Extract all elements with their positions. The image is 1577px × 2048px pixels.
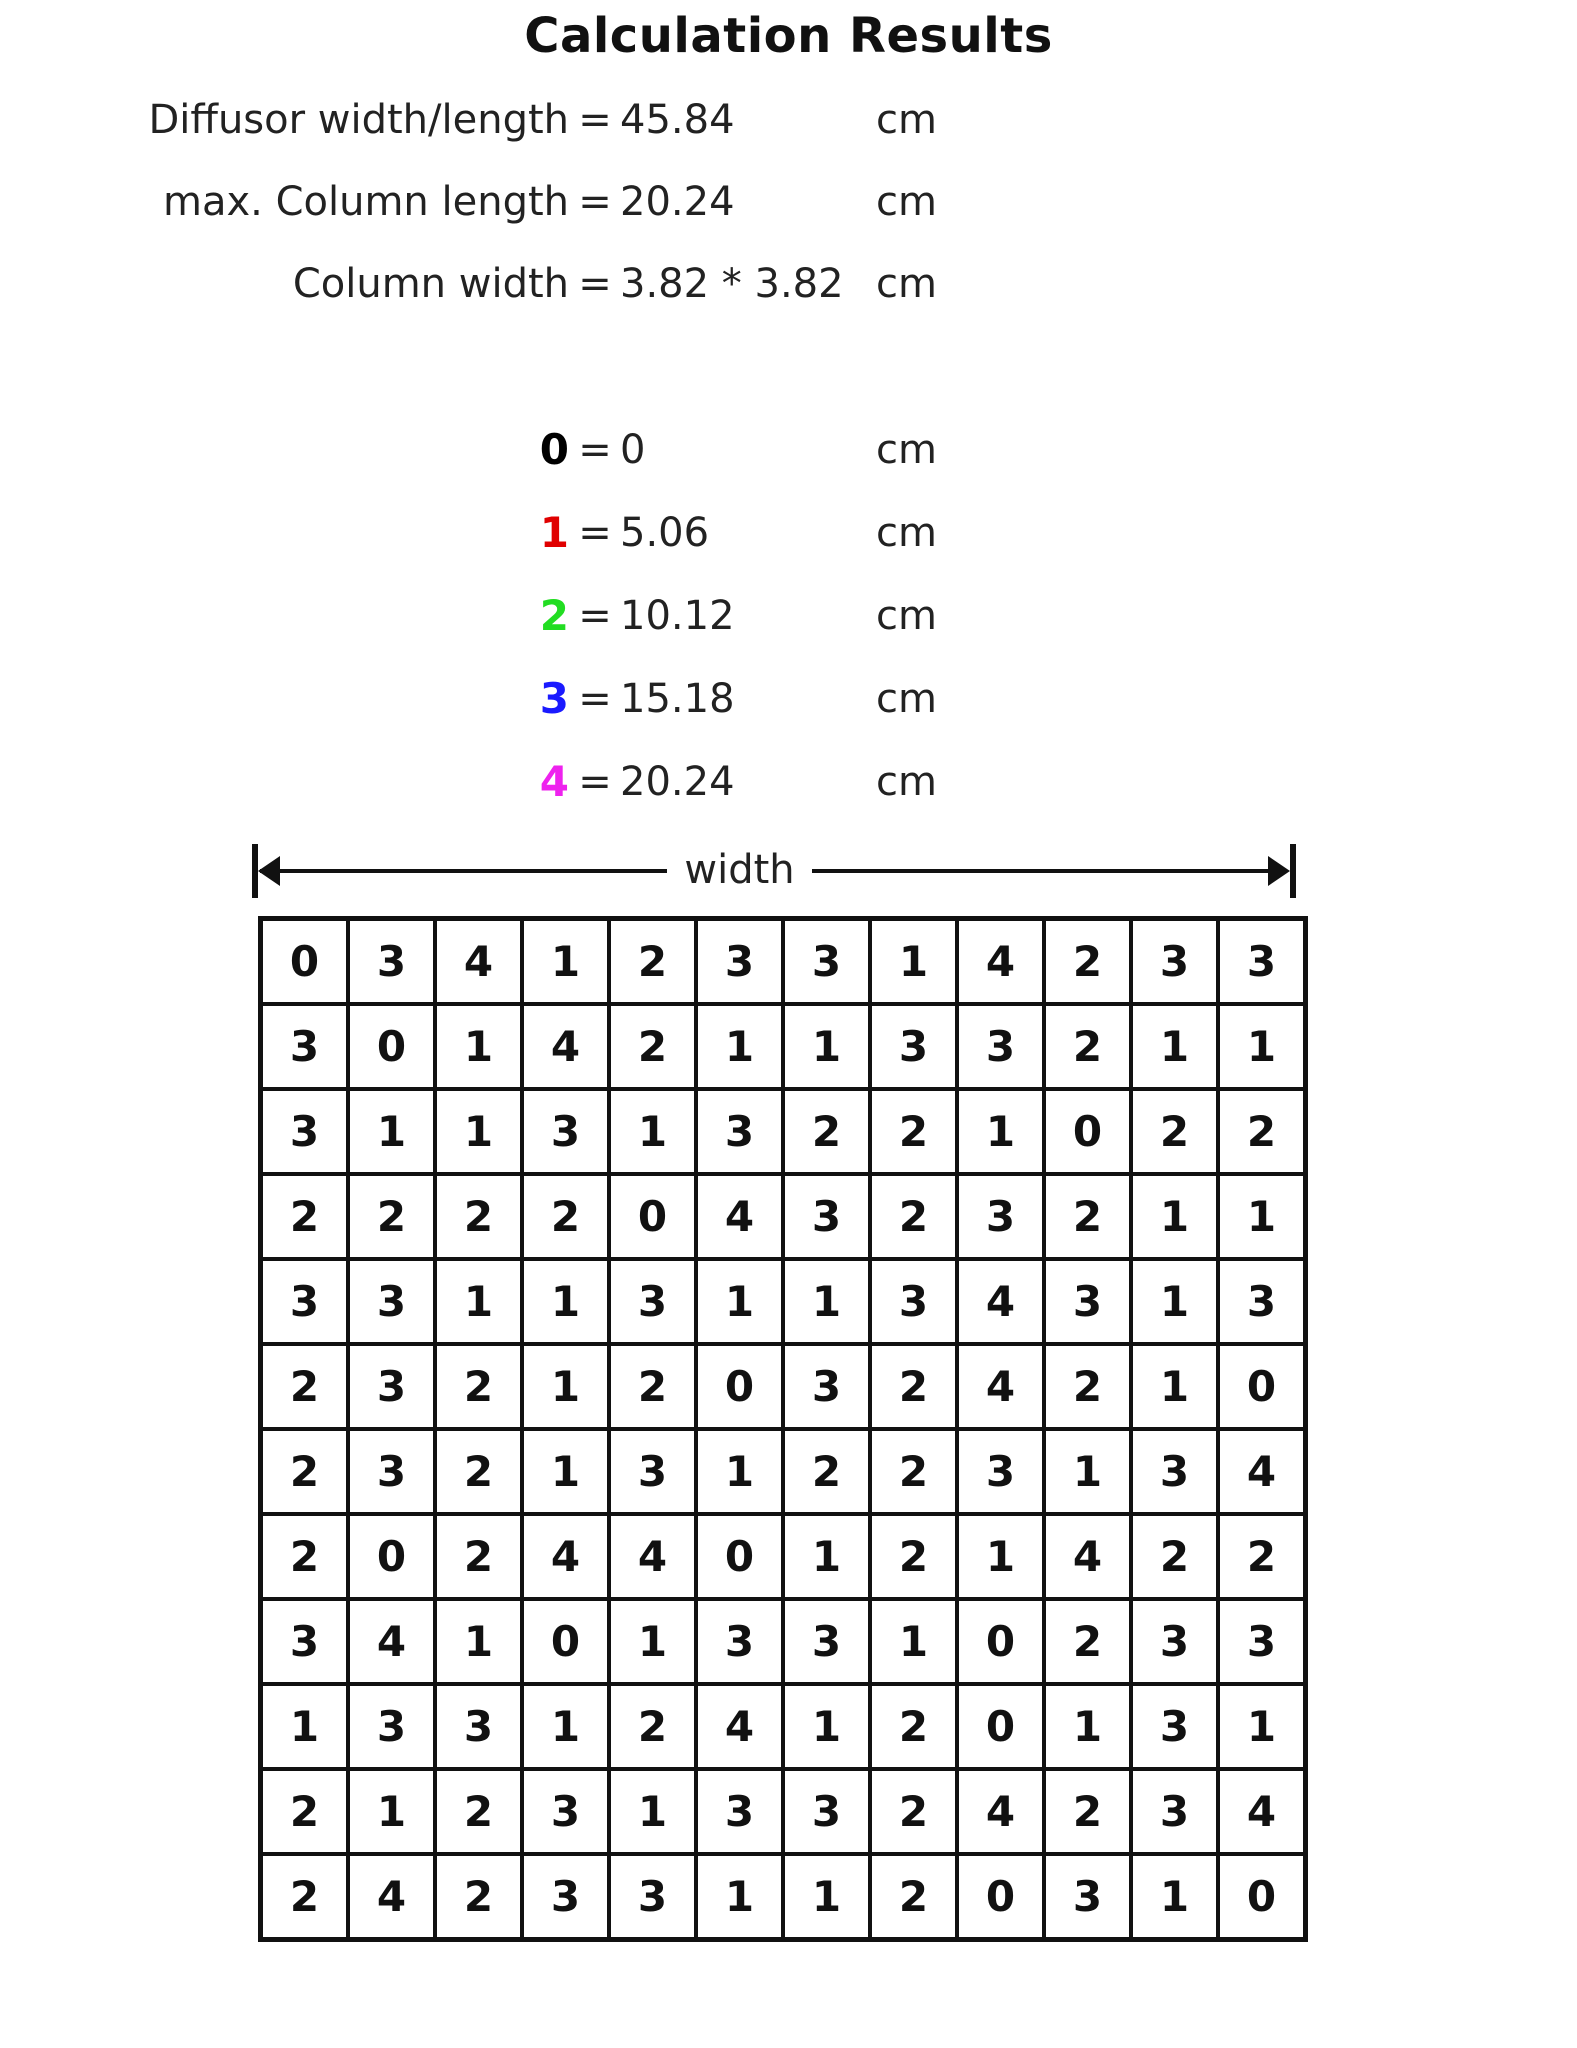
grid-cell: 3 — [1218, 919, 1306, 1005]
grid-cell: 0 — [696, 1344, 783, 1429]
grid-cell: 2 — [870, 1514, 957, 1599]
grid-cell: 3 — [957, 1004, 1044, 1089]
grid-cell: 3 — [609, 1854, 696, 1940]
grid-cell: 3 — [1044, 1854, 1131, 1940]
grid-cell: 2 — [870, 1429, 957, 1514]
grid-cell: 2 — [261, 1344, 349, 1429]
depth-key: 0 — [539, 425, 569, 474]
equals-sign: = — [578, 427, 612, 473]
grid-row — [261, 1854, 1306, 1940]
grid-cell: 0 — [609, 1174, 696, 1259]
grid-cell: 1 — [435, 1259, 522, 1344]
grid-cell: 2 — [783, 1429, 870, 1514]
grid-cell: 1 — [957, 1514, 1044, 1599]
grid-cell: 4 — [609, 1514, 696, 1599]
depth-legend-row-4 — [0, 752, 1577, 812]
depth-key: 4 — [539, 757, 569, 806]
grid-cell: 2 — [870, 1769, 957, 1854]
grid-row — [261, 1599, 1306, 1684]
dimension-label: width — [684, 847, 795, 893]
grid-cell: 0 — [957, 1684, 1044, 1769]
grid-cell: 2 — [435, 1174, 522, 1259]
depth-key: 2 — [539, 591, 569, 640]
grid-cell: 1 — [1131, 1344, 1218, 1429]
equals-sign: = — [578, 97, 612, 143]
grid-cell: 3 — [348, 1259, 435, 1344]
grid-cell: 2 — [435, 1429, 522, 1514]
grid-cell: 4 — [957, 1769, 1044, 1854]
grid-cell: 2 — [870, 1684, 957, 1769]
grid-cell: 0 — [348, 1514, 435, 1599]
grid-cell: 3 — [522, 1769, 609, 1854]
grid-cell: 2 — [1044, 1599, 1131, 1684]
equals-sign: = — [578, 593, 612, 639]
grid-cell: 2 — [348, 1174, 435, 1259]
grid-cell: 3 — [696, 1769, 783, 1854]
depth-unit: cm — [876, 593, 937, 639]
depth-legend-row-1 — [0, 503, 1577, 563]
grid-cell: 1 — [783, 1004, 870, 1089]
grid-cell: 4 — [522, 1004, 609, 1089]
dimension-line-left — [260, 869, 667, 873]
grid-cell: 1 — [261, 1684, 349, 1769]
grid-cell: 2 — [261, 1854, 349, 1940]
grid-cell: 2 — [870, 1854, 957, 1940]
grid-cell: 1 — [1218, 1174, 1306, 1259]
result-value: 3.82 * 3.82 — [620, 261, 844, 307]
equals-sign: = — [578, 676, 612, 722]
grid-cell: 3 — [957, 1429, 1044, 1514]
grid-cell: 3 — [348, 1429, 435, 1514]
depth-value: 5.06 — [620, 510, 710, 556]
grid-row — [261, 1514, 1306, 1599]
grid-row — [261, 1344, 1306, 1429]
grid-cell: 0 — [348, 1004, 435, 1089]
arrow-right-icon — [1268, 856, 1290, 886]
grid-cell: 3 — [783, 1769, 870, 1854]
grid-cell: 2 — [435, 1769, 522, 1854]
grid-cell: 1 — [1218, 1684, 1306, 1769]
grid-cell: 1 — [1131, 1854, 1218, 1940]
depth-value: 10.12 — [620, 593, 735, 639]
grid-cell: 2 — [609, 1004, 696, 1089]
grid-cell: 4 — [957, 1259, 1044, 1344]
grid-cell: 4 — [1044, 1514, 1131, 1599]
grid-cell: 0 — [261, 919, 349, 1005]
grid-row — [261, 1429, 1306, 1514]
grid-cell: 2 — [1044, 919, 1131, 1005]
grid-cell: 3 — [783, 1599, 870, 1684]
dimension-line-right — [812, 869, 1286, 873]
grid-cell: 1 — [696, 1004, 783, 1089]
equals-sign: = — [578, 179, 612, 225]
grid-cell: 2 — [783, 1089, 870, 1174]
grid-cell: 1 — [348, 1769, 435, 1854]
grid-cell: 1 — [870, 919, 957, 1005]
grid-cell: 0 — [957, 1854, 1044, 1940]
dimension-tick-right — [1290, 844, 1296, 898]
grid-cell: 0 — [1218, 1344, 1306, 1429]
equals-sign: = — [578, 510, 612, 556]
grid-row — [261, 1174, 1306, 1259]
result-value: 45.84 — [620, 97, 735, 143]
grid-cell: 1 — [1044, 1684, 1131, 1769]
grid-cell: 3 — [783, 1344, 870, 1429]
depth-key: 3 — [539, 674, 569, 723]
depth-value: 20.24 — [620, 759, 735, 805]
grid-cell: 4 — [696, 1684, 783, 1769]
grid-cell: 3 — [870, 1259, 957, 1344]
grid-cell: 2 — [261, 1174, 349, 1259]
grid-cell: 3 — [696, 1089, 783, 1174]
grid-cell: 1 — [522, 919, 609, 1005]
grid-cell: 1 — [870, 1599, 957, 1684]
grid-cell: 2 — [261, 1769, 349, 1854]
depth-legend-row-3 — [0, 669, 1577, 729]
result-label: Diffusor width/length — [148, 97, 569, 143]
grid-cell: 3 — [783, 919, 870, 1005]
grid-cell: 1 — [696, 1259, 783, 1344]
result-label: Column width — [292, 261, 569, 307]
result-row-column-width — [0, 254, 1577, 314]
grid-cell: 2 — [1131, 1514, 1218, 1599]
grid-row — [261, 1684, 1306, 1769]
grid-cell: 1 — [609, 1769, 696, 1854]
grid-cell: 1 — [522, 1344, 609, 1429]
grid-cell: 1 — [435, 1089, 522, 1174]
grid-cell: 1 — [348, 1089, 435, 1174]
grid-cell: 1 — [1044, 1429, 1131, 1514]
depth-legend-row-0 — [0, 420, 1577, 480]
grid-cell: 4 — [957, 919, 1044, 1005]
grid-cell: 2 — [435, 1514, 522, 1599]
grid-row — [261, 1769, 1306, 1854]
grid-cell: 3 — [783, 1174, 870, 1259]
depth-value: 15.18 — [620, 676, 735, 722]
grid-cell: 4 — [957, 1344, 1044, 1429]
grid-cell: 3 — [1131, 1684, 1218, 1769]
equals-sign: = — [578, 261, 612, 307]
grid-cell: 3 — [957, 1174, 1044, 1259]
depth-key: 1 — [539, 508, 569, 557]
grid-cell: 4 — [696, 1174, 783, 1259]
grid-cell: 2 — [1044, 1174, 1131, 1259]
page-title: Calculation Results — [524, 8, 1053, 64]
grid-cell: 4 — [522, 1514, 609, 1599]
grid-cell: 2 — [435, 1854, 522, 1940]
grid-cell: 3 — [1218, 1599, 1306, 1684]
grid-cell: 3 — [522, 1854, 609, 1940]
grid-cell: 1 — [522, 1429, 609, 1514]
depth-unit: cm — [876, 759, 937, 805]
grid-cell: 4 — [1218, 1429, 1306, 1514]
grid-cell: 2 — [609, 1684, 696, 1769]
grid-cell: 1 — [435, 1599, 522, 1684]
grid-cell: 4 — [348, 1854, 435, 1940]
grid-cell: 1 — [609, 1089, 696, 1174]
grid-cell: 0 — [522, 1599, 609, 1684]
grid-cell: 1 — [696, 1854, 783, 1940]
grid-cell: 3 — [348, 919, 435, 1005]
grid-row — [261, 1259, 1306, 1344]
grid-cell: 1 — [783, 1514, 870, 1599]
result-label: max. Column length — [163, 179, 569, 225]
grid-cell: 1 — [522, 1684, 609, 1769]
equals-sign: = — [578, 759, 612, 805]
grid-cell: 1 — [1131, 1259, 1218, 1344]
grid-cell: 0 — [957, 1599, 1044, 1684]
depth-unit: cm — [876, 676, 937, 722]
grid-cell: 3 — [261, 1599, 349, 1684]
result-row-diffusor-width — [0, 90, 1577, 150]
grid-cell: 3 — [261, 1259, 349, 1344]
result-value: 20.24 — [620, 179, 735, 225]
grid-cell: 2 — [870, 1174, 957, 1259]
grid-cell: 3 — [1131, 1429, 1218, 1514]
grid-cell: 3 — [1131, 1599, 1218, 1684]
result-unit: cm — [876, 97, 937, 143]
grid-cell: 2 — [870, 1344, 957, 1429]
result-row-max-column-length — [0, 172, 1577, 232]
grid-cell: 3 — [1131, 1769, 1218, 1854]
grid-cell: 3 — [261, 1089, 349, 1174]
grid-cell: 4 — [435, 919, 522, 1005]
grid-row — [261, 1089, 1306, 1174]
grid-cell: 2 — [1044, 1004, 1131, 1089]
grid-cell: 1 — [783, 1854, 870, 1940]
grid-cell: 3 — [870, 1004, 957, 1089]
grid-cell: 0 — [1044, 1089, 1131, 1174]
diffusor-grid — [258, 916, 1308, 1942]
depth-unit: cm — [876, 427, 937, 473]
grid-cell: 3 — [261, 1004, 349, 1089]
grid-cell: 3 — [348, 1684, 435, 1769]
grid-cell: 2 — [609, 919, 696, 1005]
grid-row — [261, 919, 1306, 1005]
grid-cell: 3 — [348, 1344, 435, 1429]
grid-cell: 2 — [1044, 1344, 1131, 1429]
grid-cell: 1 — [1131, 1174, 1218, 1259]
grid-cell: 2 — [609, 1344, 696, 1429]
grid-cell: 1 — [522, 1259, 609, 1344]
grid-cell: 1 — [1131, 1004, 1218, 1089]
depth-value: 0 — [620, 427, 646, 473]
grid-cell: 1 — [435, 1004, 522, 1089]
grid-cell: 1 — [783, 1684, 870, 1769]
grid-cell: 2 — [435, 1344, 522, 1429]
grid-cell: 0 — [1218, 1854, 1306, 1940]
grid-cell: 1 — [783, 1259, 870, 1344]
grid-cell: 2 — [1218, 1089, 1306, 1174]
result-unit: cm — [876, 179, 937, 225]
grid-cell: 0 — [696, 1514, 783, 1599]
grid-cell: 1 — [696, 1429, 783, 1514]
depth-unit: cm — [876, 510, 937, 556]
grid-cell: 1 — [957, 1089, 1044, 1174]
grid-cell: 2 — [261, 1514, 349, 1599]
grid-cell: 3 — [435, 1684, 522, 1769]
grid-cell: 2 — [1218, 1514, 1306, 1599]
grid-cell: 3 — [522, 1089, 609, 1174]
grid-row — [261, 1004, 1306, 1089]
grid-cell: 2 — [1044, 1769, 1131, 1854]
grid-cell: 3 — [1218, 1259, 1306, 1344]
grid-cell: 4 — [348, 1599, 435, 1684]
grid-cell: 3 — [609, 1429, 696, 1514]
grid-cell: 4 — [1218, 1769, 1306, 1854]
grid-cell: 2 — [1131, 1089, 1218, 1174]
grid-cell: 1 — [609, 1599, 696, 1684]
grid-cell: 3 — [696, 1599, 783, 1684]
grid-cell: 3 — [696, 919, 783, 1005]
depth-legend-row-2 — [0, 586, 1577, 646]
grid-cell: 1 — [1218, 1004, 1306, 1089]
grid-cell: 2 — [261, 1429, 349, 1514]
grid-cell: 3 — [609, 1259, 696, 1344]
grid-cell: 2 — [870, 1089, 957, 1174]
grid-cell: 2 — [522, 1174, 609, 1259]
width-dimension-indicator — [252, 840, 1296, 900]
grid-cell: 3 — [1044, 1259, 1131, 1344]
result-unit: cm — [876, 261, 937, 307]
grid-cell: 3 — [1131, 919, 1218, 1005]
